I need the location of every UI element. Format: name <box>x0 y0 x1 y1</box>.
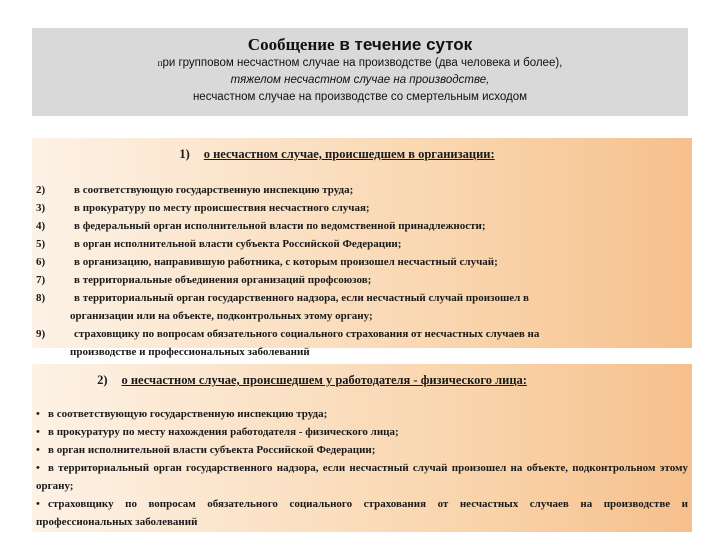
list-item-text-continued: производстве и профессиональных заболеваний <box>70 346 310 358</box>
title-part1: Сообщение <box>247 35 335 54</box>
page-title <box>32 35 688 55</box>
header-line-1-text: ри групповом несчастном случае на производстве (два человека и более), <box>162 57 563 69</box>
header-line-1 <box>32 55 688 72</box>
list-item <box>36 289 688 307</box>
list-item-text: в соответствующую государственную инспекцию труда; <box>74 184 354 196</box>
title-part2: в течение суток <box>334 35 473 54</box>
section-individual-employer-title: о несчастном случае, происшедшем у работодателя - физического лица: <box>121 373 527 387</box>
bullet-item <box>36 423 688 441</box>
bullet-item-text: в орган исполнительной власти субъекта Российской Федерации; <box>48 444 376 456</box>
list-item <box>36 253 688 271</box>
section-organization-title: о несчастном случае, происшедшем в организации: <box>203 147 495 161</box>
header-panel <box>32 28 688 116</box>
bullet-item-text: в территориальный орган государственного надзора, если несчастный случай произошел на объекте, подконтрольном этому органу; <box>36 462 688 492</box>
header-line-3: несчастном случае на производстве со смертельным исходом <box>192 91 528 103</box>
list-item-number: 9) <box>36 328 46 340</box>
bullet-icon: • <box>36 408 40 420</box>
list-item <box>36 325 688 343</box>
section-individual-employer <box>32 364 692 532</box>
header-line-1-prefix: п <box>157 58 163 68</box>
list-item-number: 5) <box>36 238 46 250</box>
list-item <box>36 181 688 199</box>
list-item-number: 2) <box>36 184 46 196</box>
list-item-number: 4) <box>36 220 46 232</box>
section-organization-number: 1) <box>179 147 190 161</box>
list-item-text: страховщику по вопросам обязательного социального страхования от несчастных случаев на <box>74 328 540 340</box>
list-item-continuation <box>36 307 688 325</box>
list-item <box>36 217 688 235</box>
section-individual-employer-number: 2) <box>97 373 108 387</box>
bullet-item-text: в соответствующую государственную инспекцию труда; <box>48 408 328 420</box>
list-item-number: 8) <box>36 292 46 304</box>
list-item-number: 3) <box>36 202 46 214</box>
list-item <box>36 235 688 253</box>
section-individual-employer-heading <box>0 371 692 389</box>
list-item-text: в прокуратуру по месту происшествия несчастного случая; <box>74 202 370 214</box>
list-item-text: в территориальные объединения организаций профсоюзов; <box>74 274 372 286</box>
bullet-item <box>36 495 688 531</box>
bullet-item <box>36 459 688 495</box>
list-item-number: 7) <box>36 274 46 286</box>
section-organization-heading <box>0 145 692 163</box>
bullet-icon: • <box>36 444 40 456</box>
bullet-item <box>36 441 688 459</box>
bullet-item-text: страховщику по вопросам обязательного социального страхования от несчастных случаев на производстве и профессиональных заболеваний <box>36 498 688 528</box>
section-organization <box>32 138 692 358</box>
list-item-continuation <box>36 343 688 361</box>
list-item-text: в территориальный орган государственного надзора, если несчастный случай произошел в <box>74 292 529 304</box>
list-item-text: в организацию, направившую работника, с которым произошел несчастный случай; <box>74 256 498 268</box>
list-item-text: в федеральный орган исполнительной власти по ведомственной принадлежности; <box>74 220 486 232</box>
bullet-item <box>36 405 688 423</box>
bullet-icon: • <box>36 498 40 510</box>
section-individual-employer-list <box>32 405 692 531</box>
list-item-text-continued: организации или на объекте, подконтрольных этому органу; <box>70 310 373 322</box>
section-organization-list <box>32 181 692 361</box>
list-item <box>36 271 688 289</box>
bullet-icon: • <box>36 462 40 474</box>
list-item <box>36 199 688 217</box>
bullet-item-text: в прокуратуру по месту нахождения работодателя - физического лица; <box>48 426 399 438</box>
list-item-number: 6) <box>36 256 46 268</box>
header-line-2: тяжелом несчастном случае на производстве, <box>230 74 490 86</box>
list-item-text: в орган исполнительной власти субъекта Российской Федерации; <box>74 238 402 250</box>
bullet-icon: • <box>36 426 40 438</box>
